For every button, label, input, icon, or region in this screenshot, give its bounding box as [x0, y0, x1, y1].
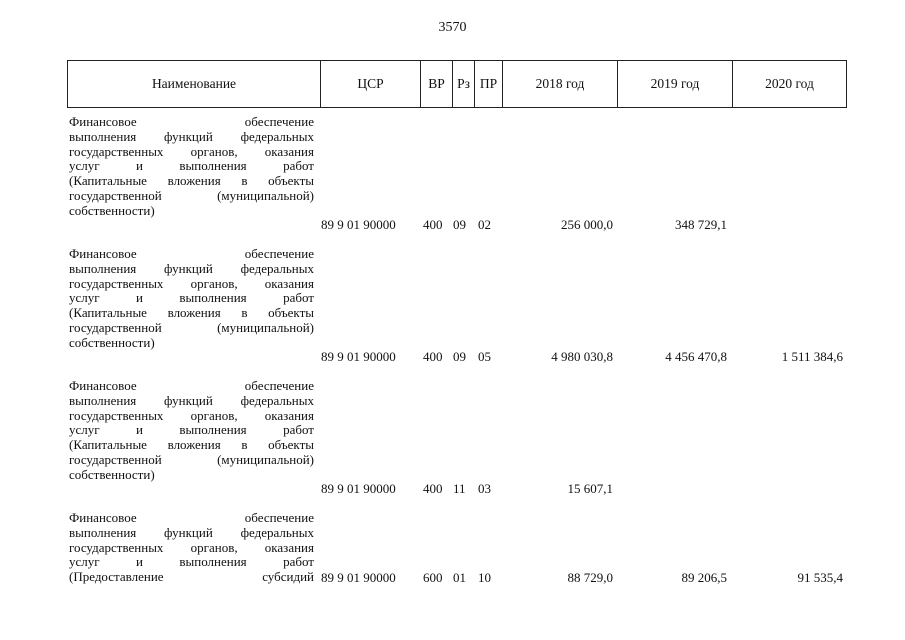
name-line: государственной (муниципальной) — [69, 451, 314, 467]
header-csr: ЦСР — [320, 61, 420, 107]
row-pr: 02 — [478, 217, 491, 232]
header-2018: 2018 год — [502, 61, 617, 107]
table-row — [67, 108, 847, 240]
header-2020: 2020 год — [732, 61, 846, 107]
name-line: услуг и выполнения работ — [69, 422, 314, 438]
row-2018: 88 729,0 — [567, 570, 613, 585]
row-rz: 11 — [453, 481, 466, 496]
row-2020: 1 511 384,6 — [781, 349, 843, 364]
row-2018: 4 980 030,8 — [551, 349, 613, 364]
table-body — [67, 108, 847, 636]
row-2019: 348 729,1 — [675, 217, 727, 232]
row-rz: 09 — [453, 349, 466, 364]
name-line: государственных органов, оказания — [69, 275, 314, 291]
name-line: государственной (муниципальной) — [69, 187, 314, 203]
row-pr: 03 — [478, 481, 491, 496]
name-line: государственных органов, оказания — [69, 143, 314, 159]
row-pr: 10 — [478, 570, 491, 585]
name-line: выполнения функций федеральных — [69, 260, 314, 276]
row-2020: 91 535,4 — [797, 570, 843, 585]
name-line: услуг и выполнения работ — [69, 554, 314, 570]
table-row — [67, 240, 847, 372]
row-name — [69, 115, 314, 219]
table-header — [67, 60, 847, 108]
name-line: собственности) — [69, 202, 155, 218]
row-csr: 89 9 01 90000 — [321, 570, 396, 585]
row-csr: 89 9 01 90000 — [321, 481, 396, 496]
row-csr: 89 9 01 90000 — [321, 349, 396, 364]
name-line: (Предоставление субсидий — [69, 569, 314, 585]
row-rz: 01 — [453, 570, 466, 585]
row-2018: 256 000,0 — [561, 217, 613, 232]
name-line: Финансовое обеспечение — [69, 246, 314, 261]
name-line: Финансовое обеспечение — [69, 510, 314, 525]
header-pr: ПР — [474, 61, 502, 107]
name-line: (Капитальные вложения в объекты — [69, 305, 314, 321]
name-line: Финансовое обеспечение — [69, 378, 314, 393]
name-line: выполнения функций федеральных — [69, 524, 314, 540]
header-2019: 2019 год — [617, 61, 732, 107]
name-line: выполнения функций федеральных — [69, 392, 314, 408]
row-rz: 09 — [453, 217, 466, 232]
header-vr: ВР — [420, 61, 452, 107]
name-line: выполнения функций федеральных — [69, 128, 314, 144]
name-line: (Капитальные вложения в объекты — [69, 173, 314, 189]
name-line: собственности) — [69, 466, 155, 482]
name-line: государственной (муниципальной) — [69, 319, 314, 335]
row-2019: 4 456 470,8 — [665, 349, 727, 364]
name-line: Финансовое обеспечение — [69, 114, 314, 129]
row-2018: 15 607,1 — [567, 481, 613, 496]
name-line: услуг и выполнения работ — [69, 158, 314, 174]
name-line: государственных органов, оказания — [69, 539, 314, 555]
row-vr: 400 — [423, 481, 443, 496]
row-vr: 400 — [423, 217, 443, 232]
table-row — [67, 504, 847, 636]
name-line: услуг и выполнения работ — [69, 290, 314, 306]
row-csr: 89 9 01 90000 — [321, 217, 396, 232]
header-rz: Рз — [452, 61, 474, 107]
page-number: 3570 — [438, 20, 467, 35]
row-vr: 600 — [423, 570, 443, 585]
row-2019: 89 206,5 — [681, 570, 727, 585]
header-name: Наименование — [151, 76, 237, 91]
name-line: (Капитальные вложения в объекты — [69, 437, 314, 453]
row-name — [69, 511, 314, 585]
row-name — [69, 247, 314, 351]
row-name — [69, 379, 314, 483]
row-pr: 05 — [478, 349, 491, 364]
row-vr: 400 — [423, 349, 443, 364]
name-line: собственности) — [69, 334, 155, 350]
table-row — [67, 372, 847, 504]
name-line: государственных органов, оказания — [69, 407, 314, 423]
